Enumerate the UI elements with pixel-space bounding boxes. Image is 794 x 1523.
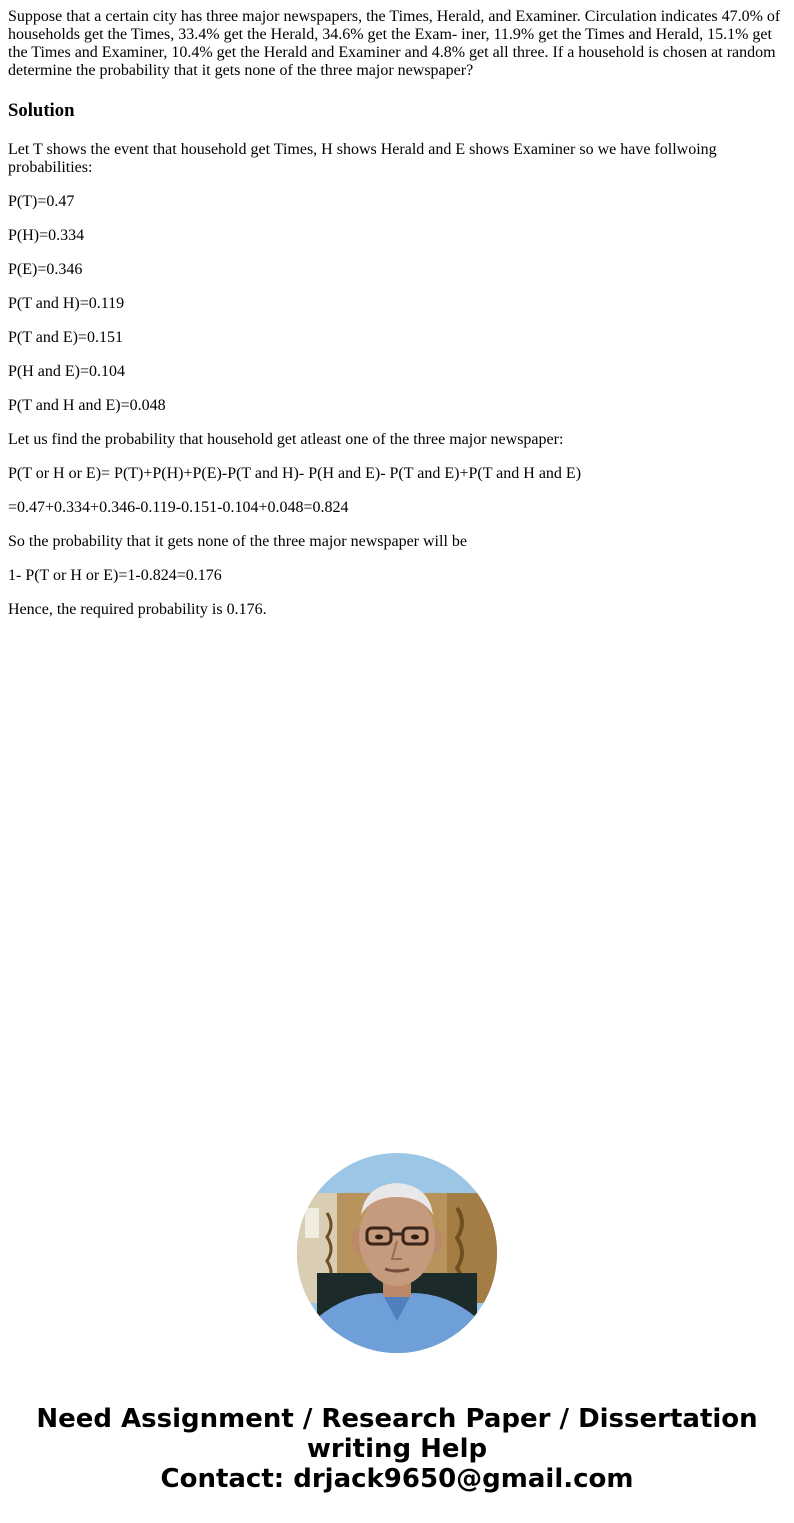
at-least-one-intro: Let us find the probability that household get atleast one of the three major newspaper:: [8, 431, 564, 448]
prob-t-and-e: P(T and E)=0.151: [8, 329, 123, 346]
promo-banner: [0, 1404, 794, 1494]
final-answer: Hence, the required probability is 0.176.: [8, 601, 267, 618]
solution-heading: Solution: [8, 100, 75, 121]
prob-t-and-h: P(T and H)=0.119: [8, 295, 125, 312]
solution-intro: Let T shows the event that household get Times, H shows Herald and E shows Examiner so we have follwoing probabilities:: [8, 141, 717, 176]
avatar: [297, 1153, 497, 1353]
solution-document: [0, 0, 794, 619]
avatar-eye-left: [375, 1235, 383, 1240]
avatar-portrait: [297, 1153, 497, 1353]
prob-t: P(T)=0.47: [8, 193, 75, 210]
union-formula: P(T or H or E)= P(T)+P(H)+P(E)-P(T and H)- P(H and E)- P(T and E)+P(T and H and E): [8, 465, 582, 482]
prob-h: P(H)=0.334: [8, 227, 85, 244]
prob-h-and-e: P(H and E)=0.104: [8, 363, 126, 380]
avatar-switchboard: [305, 1208, 319, 1238]
none-calculation: 1- P(T or H or E)=1-0.824=0.176: [8, 567, 222, 584]
prob-e: P(E)=0.346: [8, 261, 83, 278]
promo-line-2: writing Help: [306, 1434, 488, 1464]
none-intro: So the probability that it gets none of the three major newspaper will be: [8, 533, 467, 550]
union-calculation: =0.47+0.334+0.346-0.119-0.151-0.104+0.048=0.824: [8, 499, 349, 516]
promo-contact: Contact: drjack9650@gmail.com: [160, 1464, 634, 1494]
promo-line-1: Need Assignment / Research Paper / Dissertation: [36, 1404, 758, 1434]
question-text: Suppose that a certain city has three major newspapers, the Times, Herald, and Examiner. Circulation indicates 47.0% of households get the Times, 33.4% get the Herald, 34.6% get the Exam- iner, 11.9% get the Times and Herald, 15.1% get the Times and Examiner, 10.4% get the Herald and Examiner and 4.8% get all three. If a household is chosen at random determine the probability that it gets none of the three major newspaper?: [8, 8, 781, 79]
prob-t-and-h-and-e: P(T and H and E)=0.048: [8, 397, 166, 414]
avatar-eye-right: [411, 1235, 419, 1240]
